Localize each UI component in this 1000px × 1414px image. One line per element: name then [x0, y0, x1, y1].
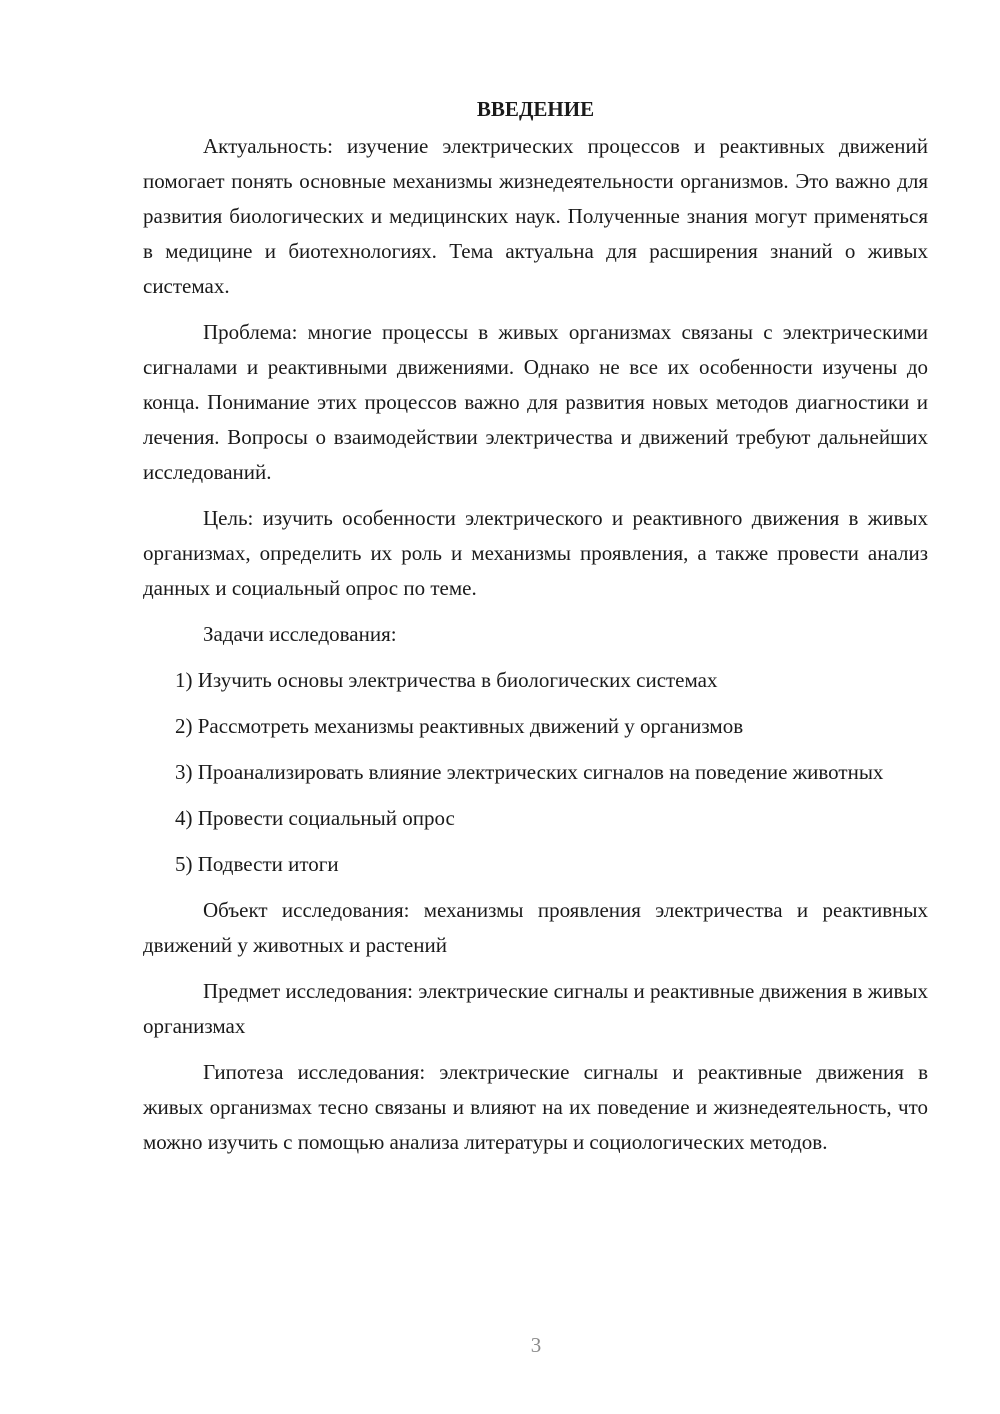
task-item-5: 5) Подвести итоги — [175, 852, 339, 876]
task-item-3: 3) Проанализировать влияние электрических сигналов на поведение животных — [175, 760, 884, 784]
task-item-1: 1) Изучить основы электричества в биологических системах — [175, 668, 718, 692]
problem-paragraph: Проблема: многие процессы в живых организмах связаны с электрическими сигналами и реактивными движениями. Однако не все их особенности изучены до конца. Понимание этих процессов важно для развития новых методов диагностики и лечения. Вопросы о взаимодействии электричества и движений требуют дальнейших исследований. — [143, 320, 928, 484]
relevance-paragraph: Актуальность: изучение электрических процессов и реактивных движений помогает понять основные механизмы жизнедеятельности организмов. Это важно для развития биологических и медицинских наук. Полученные знания могут применяться в медицине и биотехнологиях. Тема актуальна для расширения знаний о живых системах. — [143, 134, 928, 298]
goal-paragraph: Цель: изучить особенности электрического и реактивного движения в живых организмах, определить их роль и механизмы проявления, а также провести анализ данных и социальный опрос по теме. — [143, 506, 928, 600]
tasks-label: Задачи исследования: — [203, 622, 397, 646]
hypothesis-paragraph: Гипотеза исследования: электрические сигналы и реактивные движения в живых организмах тесно связаны и влияют на их поведение и жизнедеятельность, что можно изучить с помощью анализа литературы и социологических методов. — [143, 1060, 928, 1154]
object-paragraph: Объект исследования: механизмы проявления электричества и реактивных движений у животных и растений — [143, 898, 928, 957]
section-heading: ВВЕДЕНИЕ — [476, 97, 595, 121]
document-page — [143, 92, 928, 1171]
task-item-4: 4) Провести социальный опрос — [175, 806, 455, 830]
task-item-2: 2) Рассмотреть механизмы реактивных движений у организмов — [175, 714, 744, 738]
subject-paragraph: Предмет исследования: электрические сигналы и реактивные движения в живых организмах — [143, 979, 928, 1038]
page-number: 3 — [530, 1333, 542, 1357]
